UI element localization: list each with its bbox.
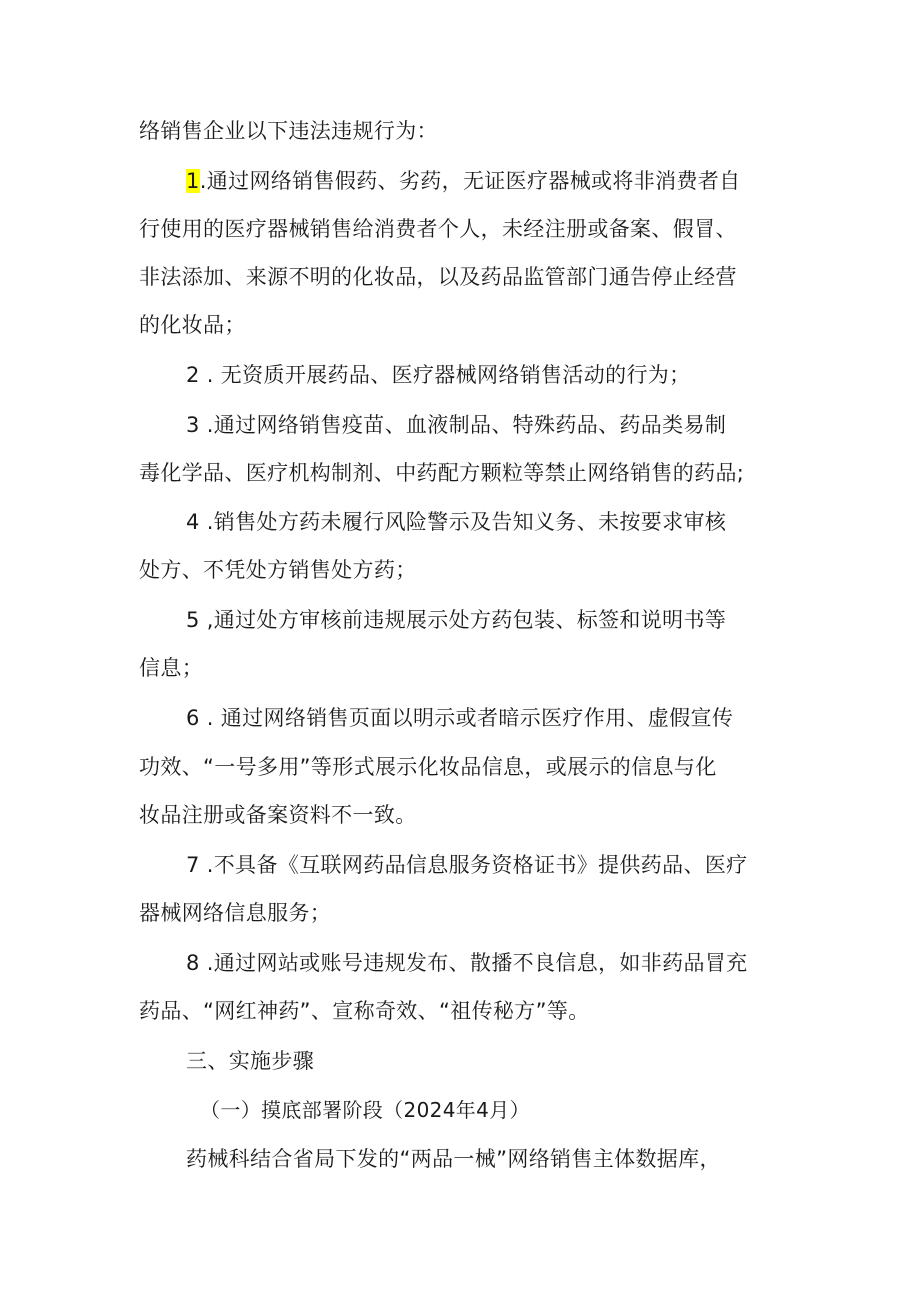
item-3-line-2: 毒化学品、医疗机构制剂、中药配方颗粒等禁止网络销售的药品;	[139, 461, 745, 485]
item-4-line-2: 处方、不凭处方销售处方药；	[139, 558, 417, 582]
item-8-line-2: 药品、“网红神药”、宣称奇效、“祖传秘方”等。	[139, 999, 590, 1023]
item-5-line-2: 信息；	[139, 656, 204, 680]
item-6-line-3: 妆品注册或备案资料不一致。	[139, 803, 417, 827]
item-7-line-2: 器械网络信息服务；	[139, 901, 332, 925]
item-1-number-highlight: 1	[186, 169, 200, 193]
item-6-line-2: 功效、“一号多用”等形式展示化妆品信息，或展示的信息与化	[139, 755, 717, 779]
paragraph-line-1: 药械科结合省局下发的“两品一械”网络销售主体数据库，	[186, 1147, 721, 1171]
intro-line: 络销售企业以下违法违规行为：	[139, 119, 438, 143]
item-1-line-1: 1.通过网络销售假药、劣药，无证医疗器械或将非消费者自	[186, 169, 741, 193]
item-6-line-1: 6 . 通过网络销售页面以明示或者暗示医疗作用、虚假宣传	[186, 706, 734, 730]
section-heading: 三、实施步骤	[186, 1049, 315, 1073]
item-1-line-4: 的化妆品；	[139, 313, 246, 337]
item-8-line-1: 8 .通过网站或账号违规发布、散播不良信息，如非药品冒充	[186, 951, 748, 975]
item-1-line-2: 行使用的医疗器械销售给消费者个人，未经注册或备案、假冒、	[139, 217, 737, 241]
subsection-heading: （一）摸底部署阶段（2024年4月）	[200, 1098, 530, 1122]
item-7-line-1: 7 .不具备《互联网药品信息服务资格证书》提供药品、医疗	[186, 853, 748, 877]
item-2-line-1: 2 . 无资质开展药品、医疗器械网络销售活动的行为；	[186, 363, 691, 387]
item-5-line-1: 5 ,通过处方审核前违规展示处方药包装、标签和说明书等	[186, 608, 727, 632]
item-4-line-1: 4 .销售处方药未履行风险警示及告知义务、未按要求审核	[186, 510, 727, 534]
item-3-line-1: 3 .通过网络销售疫苗、血液制品、特殊药品、药品类易制	[186, 413, 727, 437]
item-1-line-3: 非法添加、来源不明的化妆品，以及药品监管部门通告停止经营	[139, 265, 737, 289]
